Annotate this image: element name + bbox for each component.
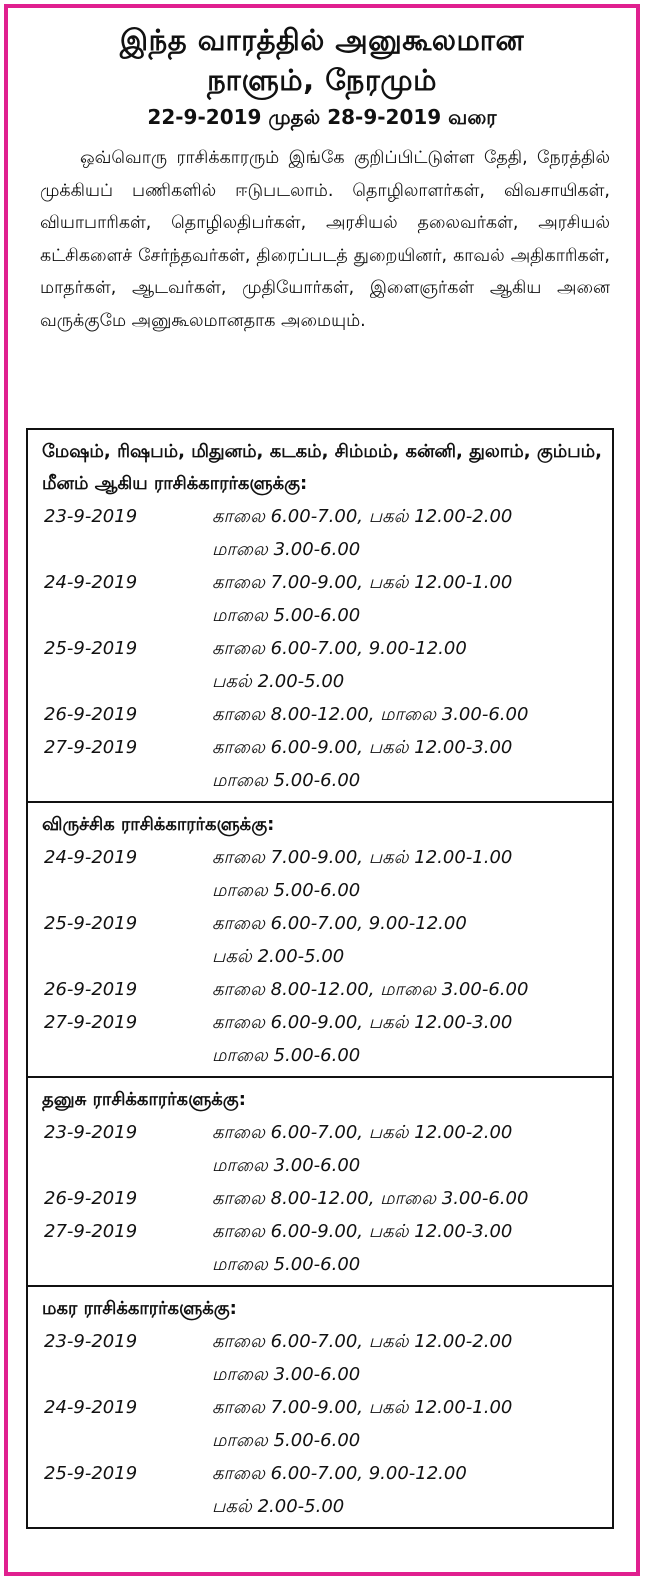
zodiac-group [28, 803, 612, 1078]
schedule-date: 23-9-2019 [44, 1331, 138, 1352]
intro-paragraph: ஒவ்வொரு ராசிக்காரரும் இங்கே குறிப்பிட்டுள்ள தேதி, நேரத்தில் முக்கியப் பணிகளில் ஈடுபடலாம். தொழிலாளர்கள், விவசாயிகள், வியாபாரிகள், தொழிலதிபர்கள், அரசியல் தலைவர்கள், அரசியல் கட்சிகளைச் சேர்ந்தவர்கள், திரைப்படத் துறையினர், காவல் அதிகாரிகள், மாதர்கள், ஆடவர்கள், முதியோர்கள், இளைஞர்கள் ஆகிய அனை வருக்குமே அனுகூலமானதாக அமையும். [40, 148, 610, 331]
time-slot-line: மாலை 5.00-6.00 [212, 880, 361, 901]
time-slot-line: காலை 6.00-9.00, பகல் 12.00-3.00 [212, 737, 513, 758]
schedule-times [212, 1391, 612, 1457]
time-slot-line: காலை 8.00-12.00, மாலை 3.00-6.00 [212, 704, 529, 725]
schedule-times [212, 632, 612, 698]
group-header: தனுசு ராசிக்காரர்களுக்கு: [42, 1089, 246, 1110]
time-slot-line: பகல் 2.00-5.00 [212, 946, 345, 967]
schedule-times [212, 698, 612, 731]
schedule-row [28, 632, 612, 698]
zodiac-group [28, 430, 612, 803]
schedule-row [28, 841, 612, 907]
schedule-date: 27-9-2019 [44, 1221, 138, 1242]
schedule-times [212, 1215, 612, 1281]
time-slot-line: மாலை 5.00-6.00 [212, 605, 361, 626]
title-block [8, 8, 636, 132]
schedule-times [212, 1006, 612, 1072]
time-slot-line: காலை 8.00-12.00, மாலை 3.00-6.00 [212, 1188, 529, 1209]
schedule-row [28, 731, 612, 797]
schedule-times [212, 907, 612, 973]
schedule-times [212, 973, 612, 1006]
time-slot-line: காலை 6.00-9.00, பகல் 12.00-3.00 [212, 1012, 513, 1033]
schedule-row [28, 1457, 612, 1523]
time-slot-line: காலை 6.00-9.00, பகல் 12.00-3.00 [212, 1221, 513, 1242]
time-slot-line: காலை 6.00-7.00, 9.00-12.00 [212, 913, 467, 934]
time-slot-line: பகல் 2.00-5.00 [212, 671, 345, 692]
schedule-row [28, 1006, 612, 1072]
schedule-date: 26-9-2019 [44, 979, 138, 1000]
schedule-row [28, 566, 612, 632]
schedule-date: 23-9-2019 [44, 506, 138, 527]
schedule-date: 26-9-2019 [44, 1188, 138, 1209]
schedule-times [212, 731, 612, 797]
schedule-row [28, 1116, 612, 1182]
time-slot-line: மாலை 3.00-6.00 [212, 1364, 361, 1385]
schedule-times [212, 1325, 612, 1391]
time-slot-line: காலை 7.00-9.00, பகல் 12.00-1.00 [212, 1397, 513, 1418]
schedule-row [28, 698, 612, 731]
schedule-row [28, 907, 612, 973]
time-slot-line: காலை 6.00-7.00, 9.00-12.00 [212, 638, 467, 659]
schedule-date: 24-9-2019 [44, 1397, 138, 1418]
schedule-date: 27-9-2019 [44, 1012, 138, 1033]
time-slot-line: காலை 7.00-9.00, பகல் 12.00-1.00 [212, 847, 513, 868]
schedule-groups [26, 428, 614, 1529]
time-slot-line: மாலை 3.00-6.00 [212, 1155, 361, 1176]
schedule-date: 25-9-2019 [44, 638, 138, 659]
zodiac-group [28, 1287, 612, 1527]
schedule-date: 27-9-2019 [44, 737, 138, 758]
schedule-times [212, 500, 612, 566]
time-slot-line: மாலை 5.00-6.00 [212, 1045, 361, 1066]
time-slot-line: காலை 6.00-7.00, பகல் 12.00-2.00 [212, 1331, 513, 1352]
time-slot-line: காலை 6.00-7.00, பகல் 12.00-2.00 [212, 1122, 513, 1143]
zodiac-group [28, 1078, 612, 1287]
time-slot-line: காலை 8.00-12.00, மாலை 3.00-6.00 [212, 979, 529, 1000]
time-slot-line: காலை 6.00-7.00, 9.00-12.00 [212, 1463, 467, 1484]
schedule-times [212, 841, 612, 907]
time-slot-line: மாலை 5.00-6.00 [212, 1430, 361, 1451]
schedule-times [212, 1457, 612, 1523]
schedule-row [28, 1182, 612, 1215]
schedule-row [28, 1215, 612, 1281]
schedule-date: 24-9-2019 [44, 572, 138, 593]
time-slot-line: மாலை 3.00-6.00 [212, 539, 361, 560]
group-header: விருச்சிக ராசிக்காரர்களுக்கு: [42, 814, 275, 835]
date-range-subtitle: 22-9-2019 முதல் 28-9-2019 வரை [147, 105, 497, 129]
schedule-row [28, 1325, 612, 1391]
schedule-times [212, 1116, 612, 1182]
schedule-date: 24-9-2019 [44, 847, 138, 868]
page-title-line2: நாளும், நேரமும் [207, 63, 437, 97]
schedule-row [28, 973, 612, 1006]
schedule-row [28, 500, 612, 566]
schedule-times [212, 566, 612, 632]
group-header: மேஷம், ரிஷபம், மிதுனம், கடகம், சிம்மம், கன்னி, துலாம், கும்பம், மீனம் ஆகிய ராசிக்காரர்களுக்கு: [42, 441, 602, 494]
schedule-date: 25-9-2019 [44, 913, 138, 934]
schedule-row [28, 1391, 612, 1457]
schedule-date: 26-9-2019 [44, 704, 138, 725]
group-header: மகர ராசிக்காரர்களுக்கு: [42, 1298, 237, 1319]
time-slot-line: மாலை 5.00-6.00 [212, 1254, 361, 1275]
schedule-times [212, 1182, 612, 1215]
schedule-date: 25-9-2019 [44, 1463, 138, 1484]
time-slot-line: மாலை 5.00-6.00 [212, 770, 361, 791]
time-slot-line: காலை 6.00-7.00, பகல் 12.00-2.00 [212, 506, 513, 527]
time-slot-line: பகல் 2.00-5.00 [212, 1496, 345, 1517]
schedule-date: 23-9-2019 [44, 1122, 138, 1143]
page-title: இந்த வாரத்தில் அனுகூலமான [119, 23, 525, 57]
time-slot-line: காலை 7.00-9.00, பகல் 12.00-1.00 [212, 572, 513, 593]
